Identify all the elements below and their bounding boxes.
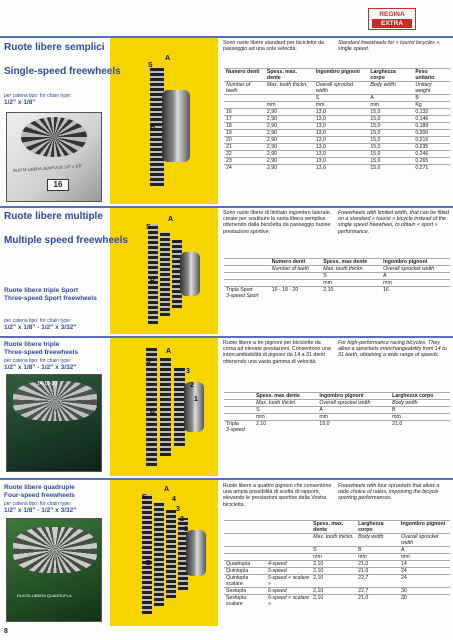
dim-label-a: A [168, 216, 174, 223]
desc-quadruple-it: Ruote libere a quattro pignoni che consentono una ampia possibilità di scelta di rapporti, elevando le prestazioni sportive della Vostra bicicletta. [223, 483, 332, 508]
section-rule-2 [0, 336, 453, 338]
title-multiple-it: Ruote libere multiple [4, 211, 103, 222]
title-single-en: Single-speed freewheels [4, 66, 121, 77]
table-row: Quintupla scalare 5-speed « scalare » 2,10 22,7 24 [224, 575, 450, 588]
desc-triple-sport-en: Freewheels with limited width, that can be fitted on a standard « tourist » bicycle instead of the single speed freewheel, to obtain « sport » performance. [338, 210, 449, 235]
section-rule-1 [0, 206, 453, 208]
desc-single-it: Sono ruote libere standard per biciclette da passeggio ad una sola velocità. [223, 40, 324, 53]
table-row: Sestupla scalare 6-speed « scalare » 2,10 21,0 30 [224, 595, 450, 608]
table-row: 21 2,90 13,0 15,0 0,235 [224, 144, 450, 151]
table-row: 17 2,90 13,0 15,0 0,146 [224, 116, 450, 123]
table-row: Sestupla 6-speed 2,10 22,7 30 [224, 588, 450, 595]
dim-label-a: A [166, 348, 172, 355]
table-row: Tripla Sport 3-speed Sport 16 - 18 - 20 2,10 16 [224, 287, 450, 300]
table-triple-sport: Numero denti Spess. max dente Ingombro pignoni Number of teeth Max. tooth thickn. Overall sprocket width S A mm mm Tripla Sport 3-speed Sport 16 - 18 - 20 2,10 16 [224, 258, 450, 299]
chain-size: 1/2" x 1/8" - 1/2" x 3/32" [4, 324, 77, 331]
dim-label-b: B [150, 278, 156, 285]
dim-label-b: B [150, 124, 156, 131]
dim-label-s: S [146, 358, 151, 365]
table-row: 18 2,90 13,0 15,0 0,189 [224, 123, 450, 130]
table-row: Quintupla 5-speed 2,10 21,0 24 [224, 568, 450, 575]
table-row: 16 2,90 13,0 15,0 0,132 [224, 109, 450, 116]
table-triple: Spess. max dente Ingombro pignoni Larghezza corpo Max. tooth thickn. Overall sprocket width Body width S A B mm mm mm Tripla 3-speed 2,10 19,0 21,0 [224, 392, 450, 433]
subtitle-triple-sport-en: Three-speed Sport freewheels [4, 295, 97, 302]
product-box-single: RUOTA LIBERA SEMPLICE 1/2" x 1/8" 16 [6, 112, 102, 202]
subtitle-triple-sport-it: Ruote libere triple Sport [4, 287, 79, 294]
title-single-it: Ruote libere semplici [4, 42, 105, 53]
page-number: 8 [4, 628, 8, 635]
dim-label-s: S [148, 62, 153, 69]
subtitle-triple-en: Three-speed freewheels [4, 349, 79, 356]
dim-label-b: B [146, 560, 152, 567]
logo-line1: REGINA [379, 11, 405, 18]
chain-size: 1/2" x 1/8" - 1/2" x 3/32" [4, 364, 77, 371]
dim-label-a: A [164, 486, 170, 493]
table-row: 22 2,90 13,0 15,0 0,246 [224, 151, 450, 158]
desc-triple-it: Ruote libere a tre pignoni per biciclette da corsa ad elevate prestazioni. Consentono una intercambiabilità di pignoni da 14 a 31 denti ottenendo una vasta gamma di velocità. [223, 340, 331, 365]
table-row: 23 2,90 13,0 15,0 0,265 [224, 158, 450, 165]
subtitle-quadruple-en: Four-speed freewheels [4, 492, 75, 499]
section-rule-3 [0, 478, 453, 480]
desc-quadruple-en: Freewheels with four sprockets that allow a wide choice of ratios, improving the bicycle sporting performances. [338, 483, 440, 502]
chain-size: 1/2" x 1/8" [4, 99, 36, 106]
table-single: Numero denti Spess. max. dente Ingombro pignoni Larghezza corpo Peso unitario Number of teeth Max. tooth thickn. Overall sprocket width Body width Unitary weight S A B mm mm mm Kg 16 2,90 13,0 15,0 0,132 17 2,90 13,0 15,0 0,146 18 2,90 13,0 15,0 0,189 19 2,90 13,0 15,0 0,200 20 2,90 13,0 15,0 0,216 21 2,90 13,0 15,0 0,235 22 2,90 13,0 15,0 0,246 23 2,90 13,0 15,0 0,265 24 2,90 13,0 15,0 0,271 [224, 68, 450, 171]
chain-type-label: per catena tipo: for chain type: [4, 501, 72, 507]
top-rule [0, 36, 453, 38]
desc-single-en: Standard freewheels for « tourist bicycles », single speed. [338, 40, 441, 53]
dim-label-a: A [165, 55, 171, 62]
title-multiple-en: Multiple speed freewheels [4, 235, 128, 246]
dim-label-b: B [150, 410, 156, 417]
subtitle-triple-it: Ruote libere triple [4, 341, 60, 348]
subtitle-quadruple-it: Ruote libere quadruple [4, 484, 75, 491]
chain-size: 1/2" x 1/8" - 1/2" x 3/32" [4, 507, 77, 514]
chain-type-label: per catena tipo: for chain type: [4, 93, 72, 99]
logo-line2: EXTRA [372, 19, 412, 28]
chain-type-label: per catena tipo: for chain type: [4, 358, 72, 364]
table-row: Quadrupla 4-speed 2,10 21,0 14 [224, 561, 450, 568]
regina-extra-logo [368, 8, 416, 30]
table-row: 20 2,90 13,0 15,0 0,216 [224, 137, 450, 144]
dim-label-s: S [142, 494, 147, 501]
table-quadruple: Spess. max. dente Larghezza corpo Ingombro pignoni Max. tooth thickn. Body width Overall sprocket width S B A mm mm mm Quadrupla 4-speed 2,10 21,0 14 Quintupla 5-speed 2,10 21,0 24 Quintupla scalare 5-speed « scalare » 2,10 22,7 24 Sestupla 6-speed 2,10 22,7 30 Sestupla scalare 6-speed « scalare » 2,10 21,0 30 [224, 520, 450, 607]
chain-type-label: per catena tipo: for chain type: [4, 318, 72, 324]
table-row: Tripla 3-speed 2,10 19,0 21,0 [224, 421, 450, 434]
table-row: 19 2,90 13,0 15,0 0,200 [224, 130, 450, 137]
product-box-quadruple: RUOTA LIBERA QUADRUPLA [6, 518, 102, 622]
product-box-triple: 14-18-20 [6, 374, 102, 472]
box-label-16: 16 [47, 179, 69, 191]
desc-triple-en: For high-performance racing bicycles. They allow a sprockets interchangeability from 14 to 31 teeth, obtaining a wide range of speeds. [338, 340, 447, 359]
table-row: 24 2,90 13,0 15,0 0,271 [224, 165, 450, 172]
dim-label-s: S [146, 224, 151, 231]
desc-triple-sport-it: Sono ruote libere di limitato ingombro laterale, create per sostituire la ruota libera semplice ottenendo dalla bicicletta da passeggio buone prestazioni sportive. [223, 210, 332, 235]
